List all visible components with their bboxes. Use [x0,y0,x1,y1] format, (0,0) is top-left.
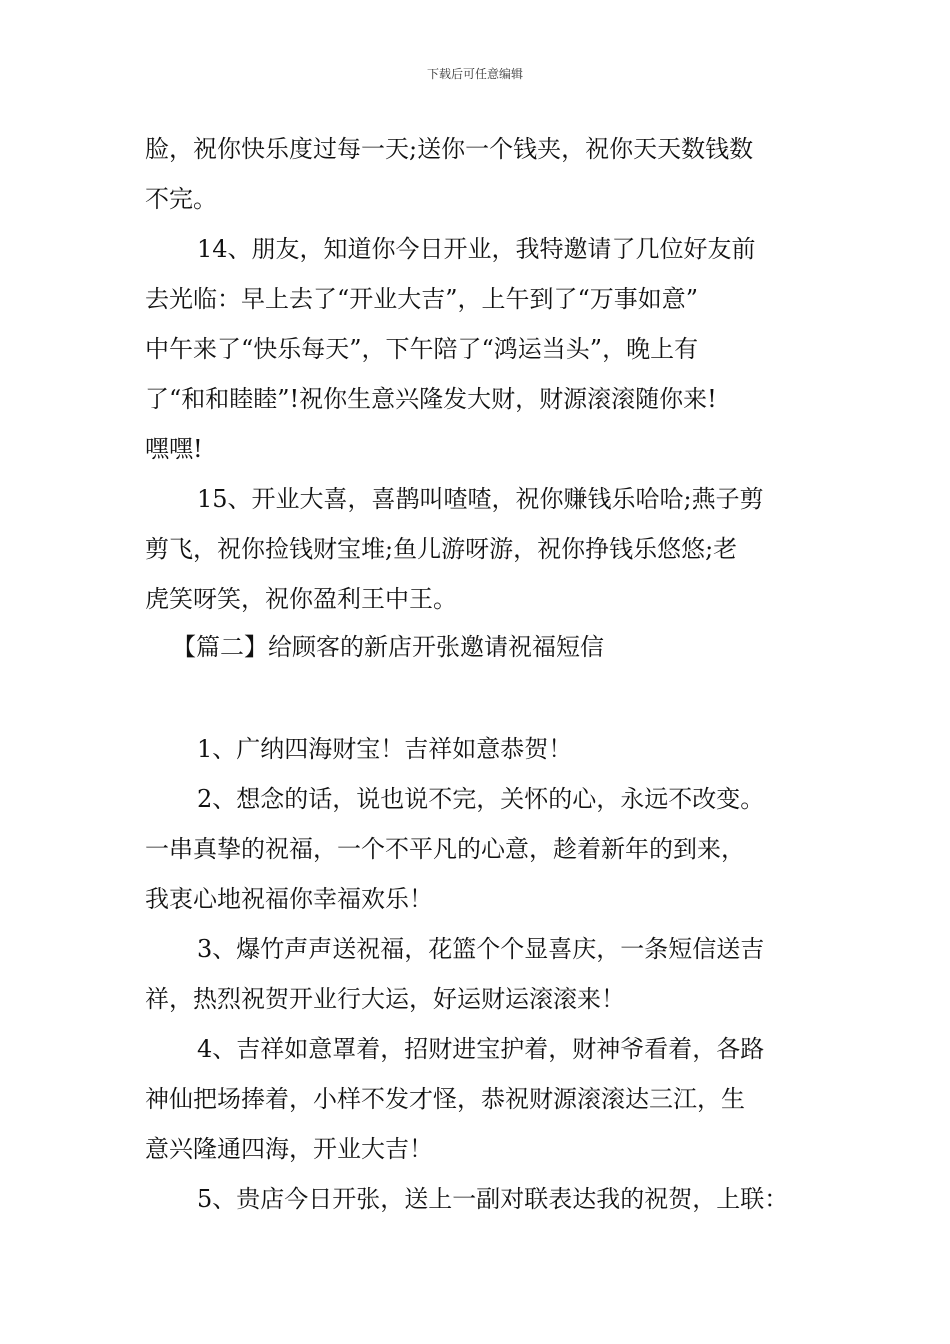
text-line: 去光临：早上去了“开业大吉”，上午到了“万事如意” [145,285,699,313]
text-line: 4、吉祥如意罩着，招财进宝护着，财神爷看着，各路 [197,1035,765,1063]
text-line: 14、朋友，知道你今日开业，我特邀请了几位好友前 [197,235,756,263]
text-line: 了“和和睦睦”!祝你生意兴隆发大财，财源滚滚随你来! [145,385,717,413]
text-line: 脸，祝你快乐度过每一天;送你一个钱夹，祝你天天数钱数 [145,135,754,163]
text-line: 神仙把场捧着，小样不发才怪，恭祝财源滚滚达三江，生 [145,1085,745,1113]
section-heading: 【篇二】给顾客的新店开张邀请祝福短信 [172,633,604,661]
text-line: 15、开业大喜，喜鹊叫喳喳，祝你赚钱乐哈哈;燕子剪 [197,485,764,513]
text-line: 我衷心地祝福你幸福欢乐！ [145,885,433,913]
page-header: 下载后可任意编辑 [426,67,523,81]
text-line: 3、爆竹声声送祝福，花篮个个显喜庆，一条短信送吉 [197,935,765,963]
text-line: 嘿嘿! [145,435,203,463]
text-line: 5、贵店今日开张，送上一副对联表达我的祝贺，上联： [197,1185,789,1213]
text-line: 意兴隆通四海，开业大吉！ [145,1135,433,1163]
text-line: 祥，热烈祝贺开业行大运，好运财运滚滚来！ [145,985,625,1013]
text-line: 2、想念的话，说也说不完，关怀的心，永远不改变。 [197,785,765,813]
text-line: 剪飞，祝你捡钱财宝堆;鱼儿游呀游，祝你挣钱乐悠悠;老 [145,535,738,563]
text-line: 1、广纳四海财宝！吉祥如意恭贺！ [197,735,573,763]
text-line: 一串真挚的祝福，一个不平凡的心意，趁着新年的到来， [145,835,745,863]
text-line: 虎笑呀笑，祝你盈利王中王。 [145,585,457,613]
text-line: 中午来了“快乐每天”，下午陪了“鸿运当头”，晚上有 [145,335,699,363]
text-line: 不完。 [145,185,217,213]
